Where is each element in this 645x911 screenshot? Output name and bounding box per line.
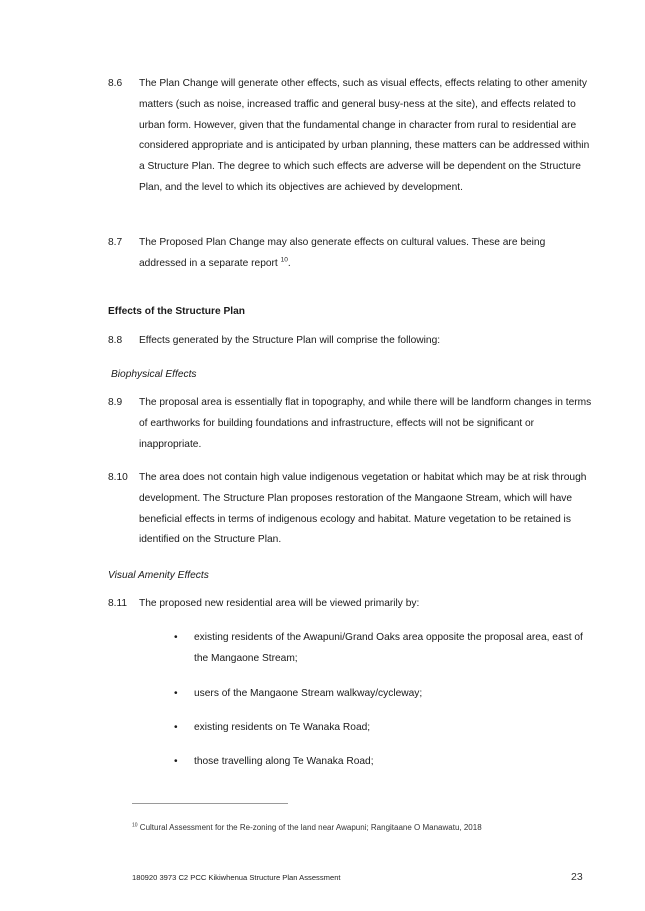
footnote-divider (132, 803, 288, 804)
page-number: 23 (571, 871, 583, 883)
paragraph-8-11 (108, 594, 593, 615)
footnote-text: Cultural Assessment for the Re-zoning of the land near Awapuni; Rangitaane O Manawatu, 2018 (139, 823, 482, 832)
list-item-text: users of the Mangaone Stream walkway/cycleway; (194, 688, 423, 699)
list-item (174, 752, 594, 773)
paragraph-text: The area does not contain high value indigenous vegetation or habitat which may be at risk through development. The Structure Plan proposes restoration of the Mangaone Stream, which will have beneficial effects in terms of indigenous ecology and habitat. Mature vegetation to be retained is identified on the Structure Plan. (139, 472, 587, 546)
footer-document-reference: 180920 3973 C2 PCC Kikiwhenua Structure Plan Assessment (132, 873, 341, 882)
paragraph-text: The proposed new residential area will be viewed primarily by: (139, 598, 420, 609)
list-item-text: those travelling along Te Wanaka Road; (194, 756, 374, 767)
subheading-biophysical: Biophysical Effects (111, 369, 197, 380)
paragraph-8-7 (108, 233, 593, 275)
paragraph-8-9 (108, 393, 593, 455)
paragraph-8-10 (108, 468, 593, 551)
list-item (174, 628, 594, 670)
list-item (174, 718, 594, 739)
paragraph-number: 8.10 (108, 472, 128, 483)
bullet-icon: • (174, 688, 178, 699)
paragraph-tail: . (287, 257, 291, 269)
paragraph-number: 8.6 (108, 78, 123, 89)
paragraph-text: The Plan Change will generate other effects, such as visual effects, effects relating to other amenity matters (such as noise, increased traffic and general busy-ness at the site), and effects related to urban form. However, given that the fundamental change in character from rural to residential are considered appropriate and is anticipated by urban planning, these matters can be addressed within a Structure Plan. The degree to which such effects are adverse will be dependent on the Structure Plan, and the level to which its objectives are achieved by development. (139, 78, 590, 193)
paragraph-number: 8.9 (108, 397, 123, 408)
bullet-icon: • (174, 722, 178, 733)
footnote-reference[interactable]: 10 (280, 256, 288, 264)
paragraph-8-6 (108, 74, 593, 199)
paragraph-number: 8.7 (108, 237, 123, 248)
paragraph-text: The proposal area is essentially flat in topography, and while there will be landform changes in terms of earthworks for building foundations and infrastructure, effects will not be significant or inappropriate. (139, 397, 592, 450)
list-item-text: existing residents on Te Wanaka Road; (194, 722, 371, 733)
footnote (132, 823, 482, 832)
list-item (174, 684, 594, 705)
paragraph-text (139, 233, 593, 275)
paragraph-number: 8.11 (108, 598, 128, 609)
section-heading: Effects of the Structure Plan (108, 306, 245, 317)
paragraph-text: Effects generated by the Structure Plan will comprise the following: (139, 335, 441, 346)
paragraph-number: 8.8 (108, 335, 123, 346)
bullet-icon: • (174, 756, 178, 767)
paragraph-body: The Proposed Plan Change may also generate effects on cultural values. These are being addressed in a separate report (139, 237, 546, 269)
list-item-text: existing residents of the Awapuni/Grand Oaks area opposite the proposal area, east of the Mangaone Stream; (194, 632, 583, 664)
footnote-marker: 10 (132, 822, 138, 829)
subheading-visual-amenity: Visual Amenity Effects (108, 570, 209, 581)
paragraph-8-8 (108, 331, 593, 352)
bullet-icon: • (174, 632, 178, 643)
